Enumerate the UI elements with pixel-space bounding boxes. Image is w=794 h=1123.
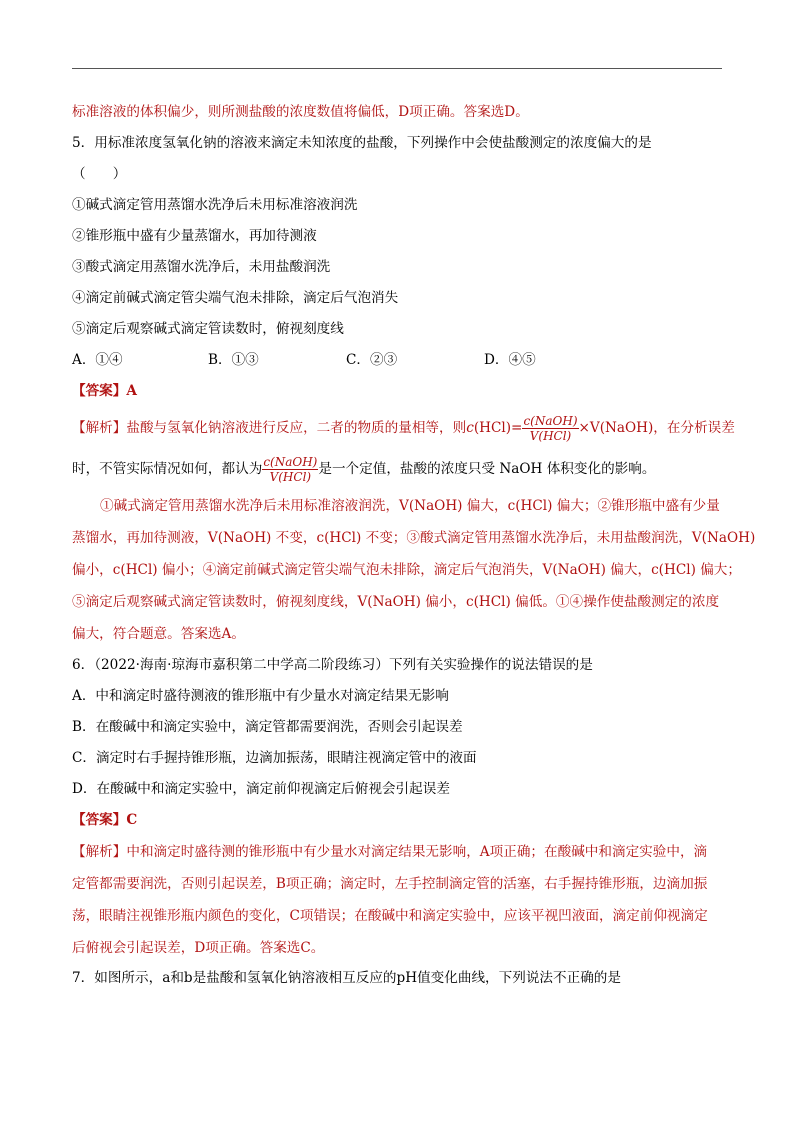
question-5-explanation-line-1: 【解析】盐酸与氢氧化钠溶液进行反应，二者的物质的量相等，则c(HCl)= $\frac{\text{c(NaOH)}}{\text{V(HCl)}}$ ×V(NaOH)，在分析误差 <box>72 414 735 443</box>
question-5-paren: （ ） <box>72 166 127 182</box>
question-5-item-1: ①碱式滴定管用蒸馏水洗净后未用标准溶液润洗 <box>72 197 358 213</box>
question-5-explanation-line-7: 偏大，符合题意。答案选A。 <box>72 626 245 642</box>
question-5-explanation-line-2: 时，不管实际情况如何，都认为 $\frac{\text{c(NaOH)}}{\text{V(HCl)}}$ 是一个定值，盐酸的浓度只受 NaOH 体积变化的影响。 <box>72 455 656 484</box>
question-5-answer: 【答案】A <box>72 383 137 399</box>
question-5-option-b: B．①③ <box>208 352 259 368</box>
question-6-answer: 【答案】C <box>72 812 138 828</box>
question-5-option-a: A．①④ <box>72 352 123 368</box>
question-5-stem: 5．用标准浓度氢氧化钠的溶液来滴定未知浓度的盐酸，下列操作中会使盐酸测定的浓度偏大的是 <box>72 135 652 151</box>
question-5-item-5: ⑤滴定后观察碱式滴定管读数时，俯视刻度线 <box>72 321 344 337</box>
question-5-item-2: ②锥形瓶中盛有少量蒸馏水，再加待测液 <box>72 228 317 244</box>
question-5-item-4: ④滴定前碱式滴定管尖端气泡未排除，滴定后气泡消失 <box>72 290 399 306</box>
question-5-item-3: ③酸式滴定用蒸馏水洗净后，未用盐酸润洗 <box>72 259 331 275</box>
question-5-option-d: D．④⑤ <box>484 352 536 368</box>
question-6-explanation-line-4: 后俯视会引起误差，D项正确。答案选C。 <box>72 940 325 956</box>
question-5-option-c: C．②③ <box>346 352 398 368</box>
question-5-explanation-line-6: ⑤滴定后观察碱式滴定管读数时，俯视刻度线，V(NaOH) 偏小，c(HCl) 偏低。①④操作使盐酸测定的浓度 <box>72 594 720 610</box>
question-6-explanation-line-2: 定管都需要润洗，否则引起误差，B项正确；滴定时，左手控制滴定管的活塞，右手握持锥形瓶，边滴加振 <box>72 876 708 892</box>
prev-answer-tail: 标准溶液的体积偏少，则所测盐酸的浓度数值将偏低，D项正确。答案选D。 <box>72 104 529 120</box>
question-6-option-b: B．在酸碱中和滴定实验中，滴定管都需要润洗，否则会引起误差 <box>72 719 463 735</box>
question-5-explanation-line-4: 蒸馏水，再加待测液，V(NaOH) 不变，c(HCl) 不变；③酸式滴定管用蒸馏水洗净后，未用盐酸润洗，V(NaOH) <box>72 530 756 546</box>
question-6-option-c: C．滴定时右手握持锥形瓶，边滴加振荡，眼睛注视滴定管中的液面 <box>72 750 477 766</box>
fraction-c-naoh-over-v-hcl: $\frac{\text{c(NaOH)}}{\text{V(HCl)}}$ <box>523 414 578 443</box>
question-6-explanation-line-1: 【解析】中和滴定时盛待测的锥形瓶中有少量水对滴定结果无影响，A项正确；在酸碱中和滴定实验中，滴 <box>72 844 708 860</box>
question-7-stem: 7．如图所示，a和b是盐酸和氢氧化钠溶液相互反应的pH值变化曲线，下列说法不正确的是 <box>72 970 621 986</box>
question-6-stem: 6．（2022·海南·琼海市嘉积第二中学高二阶段练习）下列有关实验操作的说法错误的是 <box>72 657 593 673</box>
question-6-option-d: D．在酸碱中和滴定实验中，滴定前仰视滴定后俯视会引起误差 <box>72 781 450 797</box>
question-5-explanation-line-3: ①碱式滴定管用蒸馏水洗净后未用标准溶液润洗，V(NaOH) 偏大，c(HCl) 偏大；②锥形瓶中盛有少量 <box>100 498 720 514</box>
question-5-explanation-line-5: 偏小，c(HCl) 偏小；④滴定前碱式滴定管尖端气泡未排除，滴定后气泡消失，V(NaOH) 偏大，c(HCl) 偏大； <box>72 562 741 578</box>
fraction-c-naoh-over-v-hcl-2: $\frac{\text{c(NaOH)}}{\text{V(HCl)}}$ <box>263 455 318 484</box>
question-6-explanation-line-3: 荡，眼睛注视锥形瓶内颜色的变化，C项错误；在酸碱中和滴定实验中，应该平视凹液面，滴定前仰视滴定 <box>72 908 708 924</box>
header-rule <box>72 68 722 69</box>
question-6-option-a: A．中和滴定时盛待测液的锥形瓶中有少量水对滴定结果无影响 <box>72 688 449 704</box>
